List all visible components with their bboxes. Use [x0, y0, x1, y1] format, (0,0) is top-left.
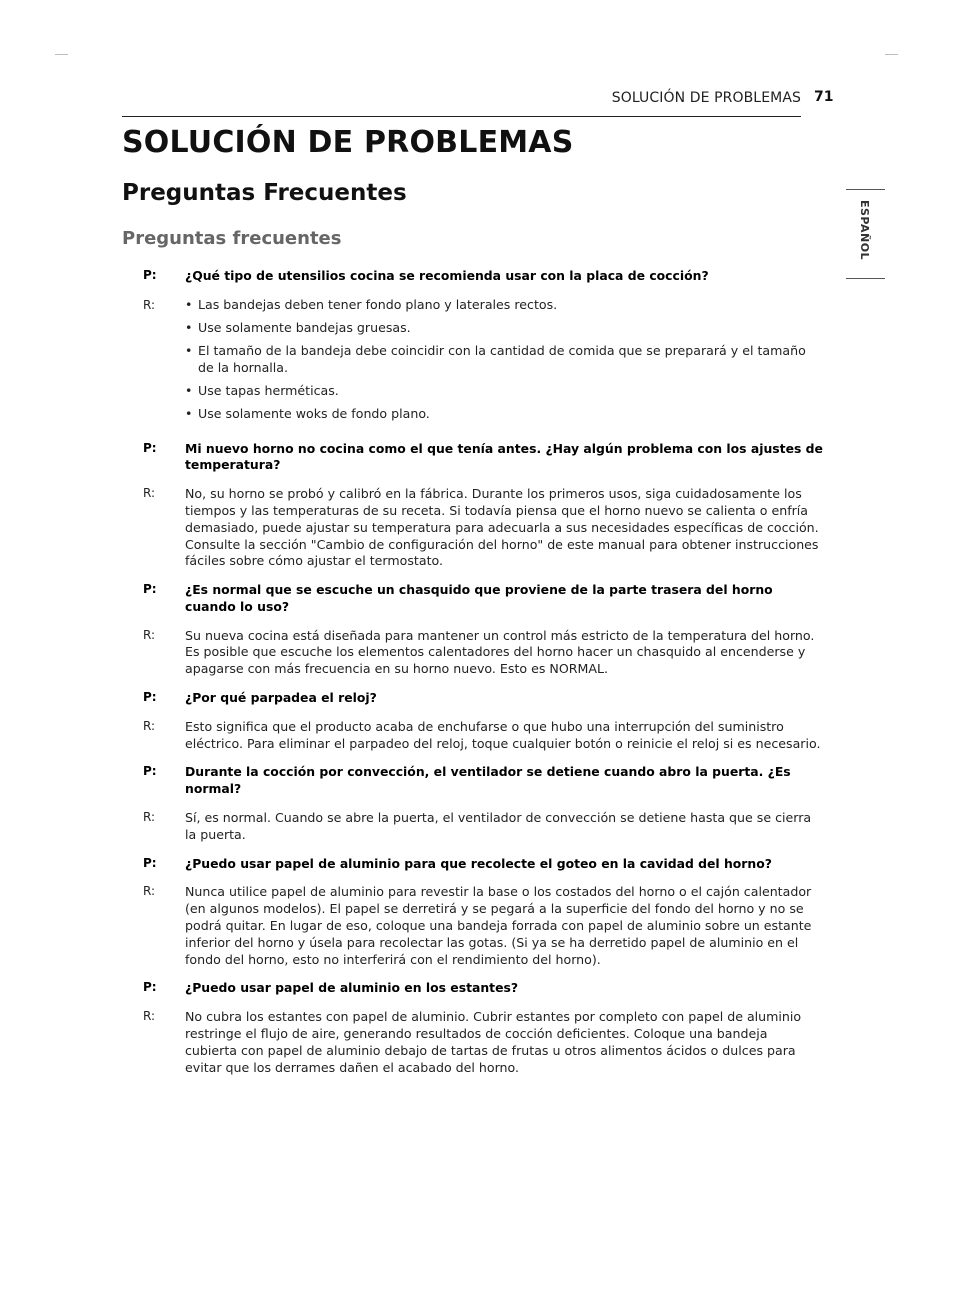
answer-text: Sí, es normal. Cuando se abre la puerta, el ventilador de convección se detiene hasta que se cierra la puerta.: [185, 810, 812, 842]
question-text: ¿Puedo usar papel de aluminio en los estantes?: [185, 980, 519, 996]
question-text: ¿Es normal que se escuche un chasquido que proviene de la parte trasera del horno cuando lo uso?: [185, 582, 773, 614]
answer-label: R:: [143, 884, 156, 899]
faq-question: [143, 582, 823, 616]
faq-question: [143, 856, 823, 873]
answer-bullet: • Las bandejas deben tener fondo plano y laterales rectos.: [185, 297, 823, 314]
answer-bullet-list: [185, 297, 823, 429]
faq-answer: [143, 1009, 823, 1076]
answer-label: R:: [143, 718, 156, 733]
faq-answer: [143, 884, 823, 968]
answer-text: No cubra los estantes con papel de aluminio. Cubrir estantes por completo con papel de aluminio restringe el flujo de aire, generando resultados de cocción deficientes. Coloque una bandeja cubierta con papel de aluminio debajo de tartas de frutas u otros alimentos ácidos o dulces para evitar que los derrames dañen el acabado del horno.: [185, 1009, 802, 1075]
answer-bullet: • El tamaño de la bandeja debe coincidir con la cantidad de comida que se preparará y el tamaño de la hornalla.: [185, 343, 823, 377]
answer-text: Esto significa que el producto acaba de enchufarse o que hubo una interrupción del suministro eléctrico. Para eliminar el parpadeo del reloj, toque cualquier botón o reinicie el reloj si es necesario.: [185, 718, 821, 751]
answer-text: Nunca utilice papel de aluminio para revestir la base o los costados del horno o el cajón calentador (en algunos modelos). El papel se derretirá y se pegará a la superficie del fondo del horno y no se podrá quitar. En lugar de eso, coloque una bandeja forrada con papel de aluminio sobre un estante inferior del horno y úsela para recolectar las gotas. (Si ya se ha derretido papel de aluminio en el fondo del horno, esto no interferirá con el rendimiento del horno).: [185, 884, 812, 967]
answer-bullet: • Use tapas herméticas.: [185, 383, 823, 400]
faq-question: [143, 980, 823, 997]
answer-bullet: • Use solamente woks de fondo plano.: [185, 406, 823, 423]
question-label: P:: [143, 690, 157, 705]
answer-label: R:: [143, 1009, 156, 1024]
answer-text: Su nueva cocina está diseñada para mantener un control más estricto de la temperatura del horno. Es posible que escuche los elementos calentadores del horno hacer un chasquido al encenderse y apagarse con más frecuencia en su horno nuevo. Esto es NORMAL.: [185, 627, 815, 677]
language-tab-label: ESPAÑOL: [858, 200, 871, 261]
answer-text: No, su horno se probó y calibró en la fábrica. Durante los primeros usos, siga cuidadosamente los tiempos y las temperaturas de su receta. Si todavía piensa que el horno nuevo se calienta o enfría demasiado, puede ajustar su temperatura para adecuarla a sus necesidades específicas de cocción. Consulte la sección "Cambio de configuración del horno" de este manual para obtener instrucciones fáciles sobre cómo ajustar el termostato.: [185, 486, 819, 569]
language-tab: [846, 189, 885, 279]
question-text: Mi nuevo horno no cocina como el que tenía antes. ¿Hay algún problema con los ajustes de temperatura?: [185, 440, 823, 473]
question-text: ¿Por qué parpadea el reloj?: [185, 690, 377, 706]
faq-answer: [143, 486, 823, 570]
faq-question: [143, 690, 823, 707]
faq-answer: [143, 719, 823, 753]
running-header: [122, 88, 801, 117]
question-label: P:: [143, 582, 157, 597]
faq-answer: [143, 297, 823, 429]
answer-label: R:: [143, 486, 156, 501]
question-label: P:: [143, 980, 157, 995]
faq-question: [143, 268, 823, 285]
faq-question: [143, 441, 823, 475]
answer-label: R:: [143, 627, 156, 642]
faq-answer: [143, 628, 823, 678]
question-label: P:: [143, 440, 157, 455]
faq-list: [143, 268, 823, 1088]
section-title: Preguntas Frecuentes: [122, 180, 407, 206]
question-label: P:: [143, 268, 157, 282]
page-title: SOLUCIÓN DE PROBLEMAS: [122, 125, 574, 160]
faq-question: [143, 764, 823, 798]
running-header-section: SOLUCIÓN DE PROBLEMAS: [611, 90, 801, 106]
question-text: ¿Qué tipo de utensilios cocina se recomienda usar con la placa de cocción?: [185, 268, 709, 283]
question-label: P:: [143, 764, 157, 779]
question-text: Durante la cocción por convección, el ventilador se detiene cuando abro la puerta. ¿Es normal?: [185, 764, 791, 797]
subsection-title: Preguntas frecuentes: [122, 228, 342, 249]
faq-answer: [143, 810, 823, 844]
question-text: ¿Puedo usar papel de aluminio para que recolecte el goteo en la cavidad del horno?: [185, 855, 772, 871]
question-label: P:: [143, 855, 157, 870]
answer-bullet: • Use solamente bandejas gruesas.: [185, 320, 823, 337]
crop-mark-left: [55, 54, 68, 55]
answer-label: R:: [143, 297, 156, 312]
crop-mark-right: [885, 54, 898, 55]
answer-label: R:: [143, 810, 156, 825]
page-number: 71: [814, 89, 834, 105]
